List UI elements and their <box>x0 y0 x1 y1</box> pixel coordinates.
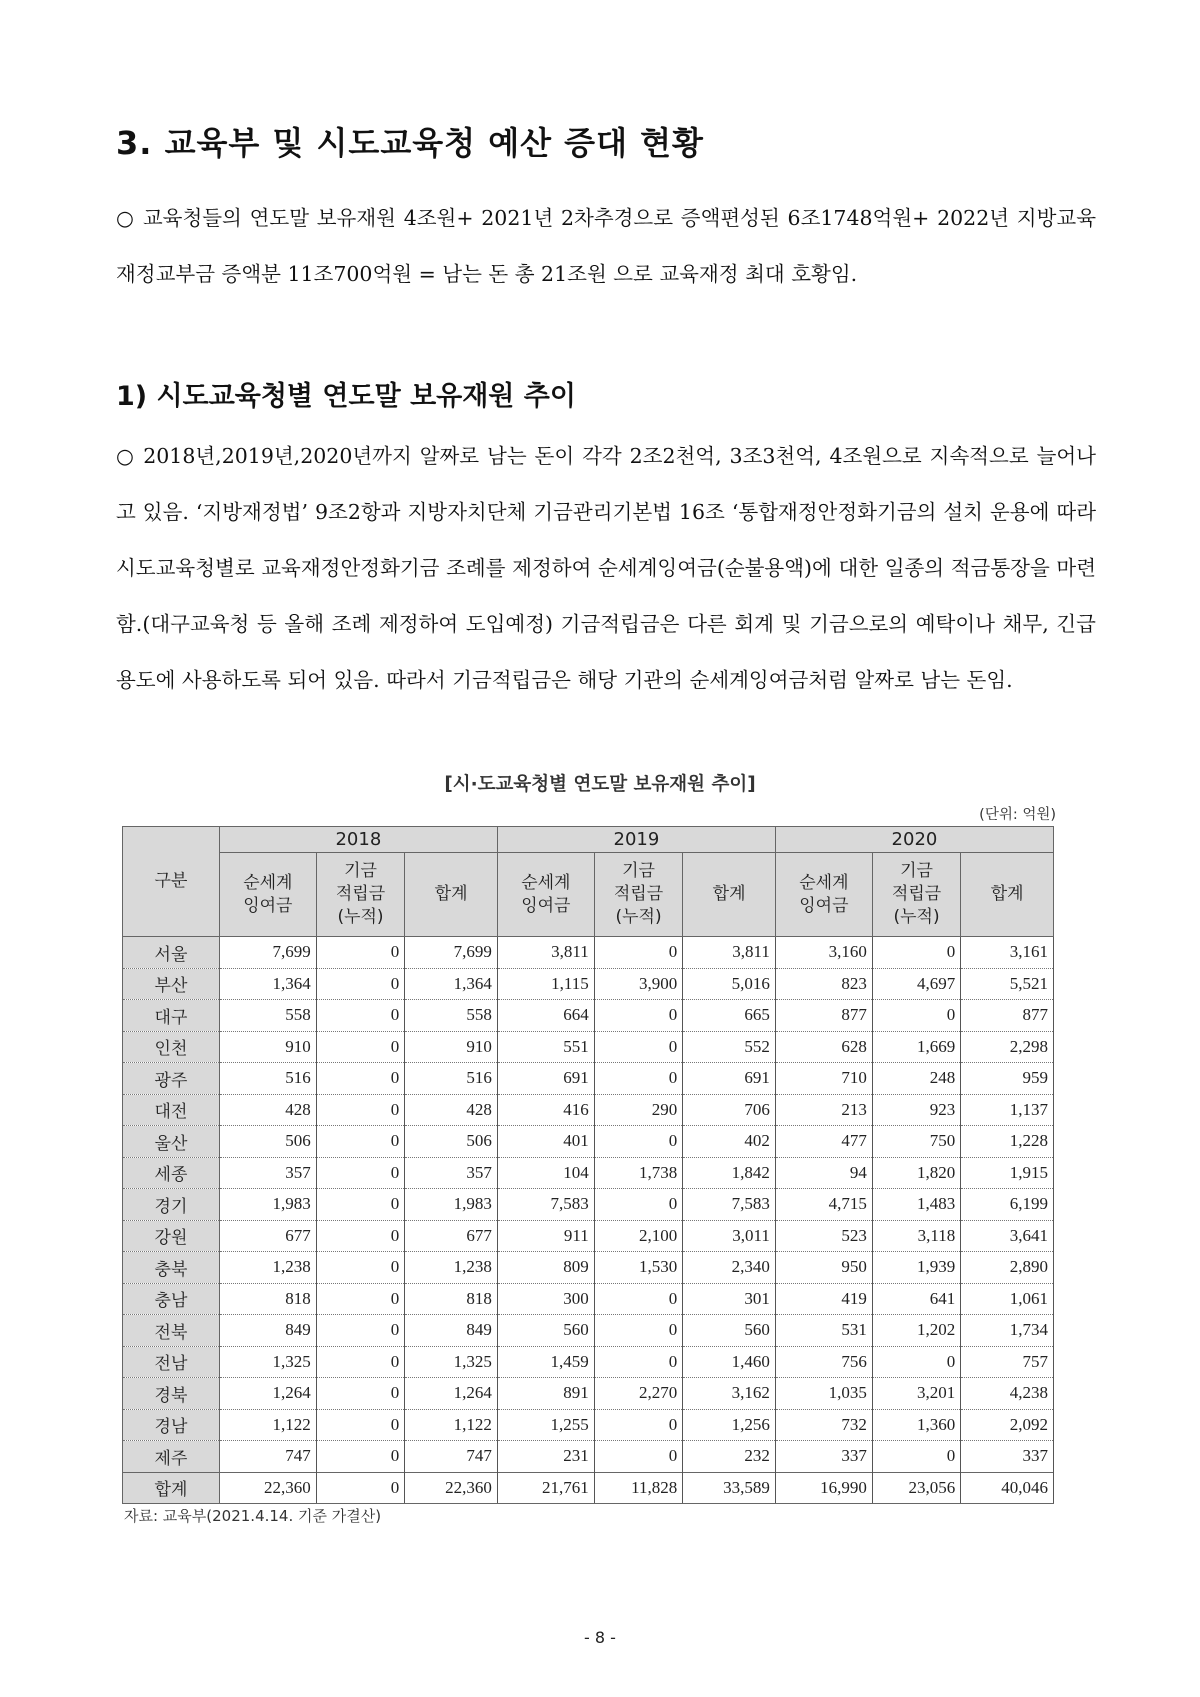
value-cell: 506 <box>405 1126 498 1158</box>
value-cell: 213 <box>775 1094 872 1126</box>
value-cell: 516 <box>219 1063 316 1095</box>
value-cell: 1,360 <box>872 1409 960 1441</box>
value-cell: 849 <box>405 1315 498 1347</box>
table-row <box>123 1126 1054 1158</box>
surplus-header <box>497 853 594 937</box>
surplus-header-line2: 잉여금 <box>521 895 571 916</box>
value-cell: 4,715 <box>775 1189 872 1221</box>
value-cell: 0 <box>594 1409 682 1441</box>
value-cell: 1,325 <box>219 1346 316 1378</box>
value-cell: 923 <box>872 1094 960 1126</box>
region-cell: 경기 <box>123 1189 220 1221</box>
value-cell: 248 <box>872 1063 960 1095</box>
value-cell: 1,122 <box>405 1409 498 1441</box>
value-cell: 1,264 <box>405 1378 498 1410</box>
value-cell: 691 <box>683 1063 776 1095</box>
value-cell: 757 <box>961 1346 1054 1378</box>
table-row <box>123 1094 1054 1126</box>
table-row <box>123 1346 1054 1378</box>
value-cell: 0 <box>316 1094 404 1126</box>
table-container <box>122 826 1054 1504</box>
table-row <box>123 1189 1054 1221</box>
value-cell: 1,122 <box>219 1409 316 1441</box>
value-cell: 22,360 <box>219 1472 316 1504</box>
region-cell: 강원 <box>123 1220 220 1252</box>
region-cell: 대구 <box>123 1000 220 1032</box>
value-cell: 231 <box>497 1441 594 1473</box>
value-cell: 641 <box>872 1283 960 1315</box>
value-cell: 0 <box>594 1283 682 1315</box>
value-cell: 0 <box>316 1283 404 1315</box>
value-cell: 1,738 <box>594 1157 682 1189</box>
value-cell: 2,092 <box>961 1409 1054 1441</box>
value-cell: 1,459 <box>497 1346 594 1378</box>
value-cell: 0 <box>316 1409 404 1441</box>
value-cell: 849 <box>219 1315 316 1347</box>
value-cell: 7,583 <box>683 1189 776 1221</box>
value-cell: 677 <box>219 1220 316 1252</box>
value-cell: 756 <box>775 1346 872 1378</box>
region-cell: 경북 <box>123 1378 220 1410</box>
fund-header <box>316 853 404 937</box>
region-cell: 서울 <box>123 937 220 969</box>
value-cell: 552 <box>683 1031 776 1063</box>
region-cell: 울산 <box>123 1126 220 1158</box>
value-cell: 419 <box>775 1283 872 1315</box>
value-cell: 1,915 <box>961 1157 1054 1189</box>
value-cell: 1,238 <box>405 1252 498 1284</box>
value-cell: 531 <box>775 1315 872 1347</box>
value-cell: 0 <box>316 1315 404 1347</box>
value-cell: 3,161 <box>961 937 1054 969</box>
value-cell: 551 <box>497 1031 594 1063</box>
value-cell: 506 <box>219 1126 316 1158</box>
value-cell: 0 <box>594 1346 682 1378</box>
value-cell: 959 <box>961 1063 1054 1095</box>
value-cell: 0 <box>594 1126 682 1158</box>
value-cell: 0 <box>594 1000 682 1032</box>
table-row <box>123 1063 1054 1095</box>
value-cell: 628 <box>775 1031 872 1063</box>
table-unit: (단위: 억원) <box>979 807 1056 823</box>
value-cell: 665 <box>683 1000 776 1032</box>
region-cell: 대전 <box>123 1094 220 1126</box>
value-cell: 3,201 <box>872 1378 960 1410</box>
table-row <box>123 1441 1054 1473</box>
value-cell: 477 <box>775 1126 872 1158</box>
value-cell: 40,046 <box>961 1472 1054 1504</box>
value-cell: 0 <box>316 968 404 1000</box>
fund-header <box>594 853 682 937</box>
paragraph-budget-summary: ○ 교육청들의 연도말 보유재원 4조원+ 2021년 2차추경으로 증액편성된 6조1748억원+ 2022년 지방교육재정교부금 증액분 11조700억원 = 남는 돈 총 21조원 으로 교육재정 최대 호황임. <box>116 206 1096 286</box>
value-cell: 16,990 <box>775 1472 872 1504</box>
value-cell: 7,699 <box>219 937 316 969</box>
value-cell: 891 <box>497 1378 594 1410</box>
value-cell: 0 <box>872 1441 960 1473</box>
table-row <box>123 1031 1054 1063</box>
value-cell: 33,589 <box>683 1472 776 1504</box>
fund-header-line1: 기금 <box>622 861 655 881</box>
value-cell: 3,118 <box>872 1220 960 1252</box>
value-cell: 428 <box>219 1094 316 1126</box>
value-cell: 691 <box>497 1063 594 1095</box>
value-cell: 1,364 <box>219 968 316 1000</box>
table-source-note: 자료: 교육부(2021.4.14. 기준 가결산) <box>124 1507 382 1525</box>
value-cell: 1,325 <box>405 1346 498 1378</box>
value-cell: 558 <box>405 1000 498 1032</box>
table-row <box>123 1472 1054 1504</box>
value-cell: 21,761 <box>497 1472 594 1504</box>
region-cell: 세종 <box>123 1157 220 1189</box>
value-cell: 1,983 <box>219 1189 316 1221</box>
value-cell: 5,521 <box>961 968 1054 1000</box>
value-cell: 1,983 <box>405 1189 498 1221</box>
fund-header-line3: (누적) <box>615 907 662 927</box>
value-cell: 11,828 <box>594 1472 682 1504</box>
value-cell: 428 <box>405 1094 498 1126</box>
region-cell: 전북 <box>123 1315 220 1347</box>
value-cell: 0 <box>872 937 960 969</box>
fund-header-line2: 적립금 <box>891 884 942 904</box>
table-row <box>123 1409 1054 1441</box>
table-row <box>123 968 1054 1000</box>
value-cell: 560 <box>683 1315 776 1347</box>
fund-header <box>872 853 960 937</box>
value-cell: 3,900 <box>594 968 682 1000</box>
table-row <box>123 1252 1054 1284</box>
table-row <box>123 1315 1054 1347</box>
value-cell: 950 <box>775 1252 872 1284</box>
year-header-2020: 2020 <box>775 827 1053 853</box>
fund-header-line3: (누적) <box>337 907 384 927</box>
sum-header: 합계 <box>405 853 498 937</box>
table-row <box>123 1378 1054 1410</box>
value-cell: 337 <box>961 1441 1054 1473</box>
value-cell: 0 <box>316 1000 404 1032</box>
paragraph-fund-trend: ○ 2018년,2019년,2020년까지 알짜로 남는 돈이 각각 2조2천억, 3조3천억, 4조원으로 지속적으로 늘어나고 있음. ‘지방재정법’ 9조2항과 지방자치단체 기금관리기본법 16조 ‘통합재정안정화기금의 설치 운용에 따라 시도교육청별로 교육재정안정화기금 조례를 제정하여 순세계잉여금(순불용액)에 대한 일종의 적금통장을 마련함.(대구교육청 등 올해 조례 제정하여 도입예정) 기금적립금은 다른 회계 및 기금으로의 예탁이나 채무, 긴급용도에 사용하도록 되어 있음. 따라서 기금적립금은 해당 기관의 순세계잉여금처럼 알짜로 남는 돈임. <box>116 444 1096 692</box>
region-cell: 충남 <box>123 1283 220 1315</box>
value-cell: 1,238 <box>219 1252 316 1284</box>
surplus-header-line1: 순세계 <box>521 872 571 893</box>
reserve-fund-table <box>122 826 1054 1504</box>
value-cell: 7,583 <box>497 1189 594 1221</box>
value-cell: 0 <box>316 1252 404 1284</box>
value-cell: 0 <box>316 1157 404 1189</box>
value-cell: 1,820 <box>872 1157 960 1189</box>
value-cell: 1,256 <box>683 1409 776 1441</box>
value-cell: 818 <box>219 1283 316 1315</box>
table-row <box>123 1157 1054 1189</box>
table-row <box>123 1000 1054 1032</box>
value-cell: 710 <box>775 1063 872 1095</box>
value-cell: 747 <box>219 1441 316 1473</box>
value-cell: 823 <box>775 968 872 1000</box>
value-cell: 0 <box>594 1315 682 1347</box>
value-cell: 0 <box>316 1063 404 1095</box>
value-cell: 1,061 <box>961 1283 1054 1315</box>
value-cell: 0 <box>594 1063 682 1095</box>
table-row <box>123 1283 1054 1315</box>
value-cell: 2,100 <box>594 1220 682 1252</box>
value-cell: 337 <box>775 1441 872 1473</box>
value-cell: 3,160 <box>775 937 872 969</box>
value-cell: 3,641 <box>961 1220 1054 1252</box>
region-header: 구분 <box>123 827 220 937</box>
value-cell: 910 <box>219 1031 316 1063</box>
surplus-header-line2: 잉여금 <box>243 895 293 916</box>
value-cell: 1,137 <box>961 1094 1054 1126</box>
value-cell: 1,264 <box>219 1378 316 1410</box>
fund-header-line3: (누적) <box>893 907 940 927</box>
region-cell: 인천 <box>123 1031 220 1063</box>
value-cell: 4,697 <box>872 968 960 1000</box>
value-cell: 357 <box>405 1157 498 1189</box>
value-cell: 104 <box>497 1157 594 1189</box>
table-caption: [시·도교육청별 연도말 보유재원 추이] <box>444 774 756 795</box>
value-cell: 402 <box>683 1126 776 1158</box>
region-cell: 전남 <box>123 1346 220 1378</box>
table-row <box>123 937 1054 969</box>
value-cell: 809 <box>497 1252 594 1284</box>
fund-header-line2: 적립금 <box>335 884 386 904</box>
value-cell: 6,199 <box>961 1189 1054 1221</box>
surplus-header <box>219 853 316 937</box>
value-cell: 3,011 <box>683 1220 776 1252</box>
value-cell: 2,270 <box>594 1378 682 1410</box>
value-cell: 1,255 <box>497 1409 594 1441</box>
page-number: - 8 - <box>584 1628 616 1647</box>
value-cell: 2,340 <box>683 1252 776 1284</box>
value-cell: 1,228 <box>961 1126 1054 1158</box>
value-cell: 0 <box>594 937 682 969</box>
subsection-heading: 1) 시도교육청별 연도말 보유재원 추이 <box>116 381 576 412</box>
value-cell: 357 <box>219 1157 316 1189</box>
value-cell: 706 <box>683 1094 776 1126</box>
value-cell: 0 <box>594 1031 682 1063</box>
value-cell: 0 <box>316 1346 404 1378</box>
value-cell: 401 <box>497 1126 594 1158</box>
value-cell: 7,699 <box>405 937 498 969</box>
value-cell: 290 <box>594 1094 682 1126</box>
value-cell: 0 <box>872 1000 960 1032</box>
value-cell: 4,238 <box>961 1378 1054 1410</box>
value-cell: 22,360 <box>405 1472 498 1504</box>
year-header-2018: 2018 <box>219 827 497 853</box>
value-cell: 0 <box>872 1346 960 1378</box>
value-cell: 1,939 <box>872 1252 960 1284</box>
value-cell: 0 <box>316 1441 404 1473</box>
value-cell: 300 <box>497 1283 594 1315</box>
value-cell: 747 <box>405 1441 498 1473</box>
value-cell: 1,734 <box>961 1315 1054 1347</box>
value-cell: 1,115 <box>497 968 594 1000</box>
section-heading: 3. 교육부 및 시도교육청 예산 증대 현황 <box>116 124 704 162</box>
sum-header: 합계 <box>961 853 1054 937</box>
value-cell: 1,669 <box>872 1031 960 1063</box>
surplus-header-line2: 잉여금 <box>799 895 849 916</box>
value-cell: 664 <box>497 1000 594 1032</box>
surplus-header-line1: 순세계 <box>243 872 293 893</box>
value-cell: 732 <box>775 1409 872 1441</box>
value-cell: 877 <box>961 1000 1054 1032</box>
sum-header: 합계 <box>683 853 776 937</box>
value-cell: 3,811 <box>683 937 776 969</box>
region-cell: 경남 <box>123 1409 220 1441</box>
value-cell: 750 <box>872 1126 960 1158</box>
table-row <box>123 1220 1054 1252</box>
region-cell: 제주 <box>123 1441 220 1473</box>
value-cell: 23,056 <box>872 1472 960 1504</box>
value-cell: 0 <box>316 1220 404 1252</box>
value-cell: 1,035 <box>775 1378 872 1410</box>
value-cell: 1,460 <box>683 1346 776 1378</box>
fund-header-line1: 기금 <box>900 861 933 881</box>
value-cell: 1,364 <box>405 968 498 1000</box>
value-cell: 0 <box>594 1441 682 1473</box>
year-header-2019: 2019 <box>497 827 775 853</box>
fund-header-line2: 적립금 <box>613 884 664 904</box>
value-cell: 523 <box>775 1220 872 1252</box>
value-cell: 1,530 <box>594 1252 682 1284</box>
value-cell: 0 <box>316 1472 404 1504</box>
value-cell: 1,483 <box>872 1189 960 1221</box>
value-cell: 301 <box>683 1283 776 1315</box>
value-cell: 3,162 <box>683 1378 776 1410</box>
value-cell: 560 <box>497 1315 594 1347</box>
value-cell: 0 <box>316 1126 404 1158</box>
region-cell: 충북 <box>123 1252 220 1284</box>
value-cell: 818 <box>405 1283 498 1315</box>
surplus-header-line1: 순세계 <box>799 872 849 893</box>
value-cell: 5,016 <box>683 968 776 1000</box>
value-cell: 0 <box>316 1378 404 1410</box>
value-cell: 0 <box>316 1031 404 1063</box>
value-cell: 516 <box>405 1063 498 1095</box>
surplus-header <box>775 853 872 937</box>
value-cell: 1,842 <box>683 1157 776 1189</box>
value-cell: 0 <box>594 1189 682 1221</box>
value-cell: 1,202 <box>872 1315 960 1347</box>
value-cell: 677 <box>405 1220 498 1252</box>
value-cell: 94 <box>775 1157 872 1189</box>
value-cell: 416 <box>497 1094 594 1126</box>
region-cell: 합계 <box>123 1472 220 1504</box>
value-cell: 911 <box>497 1220 594 1252</box>
value-cell: 910 <box>405 1031 498 1063</box>
value-cell: 3,811 <box>497 937 594 969</box>
value-cell: 558 <box>219 1000 316 1032</box>
value-cell: 2,298 <box>961 1031 1054 1063</box>
region-cell: 광주 <box>123 1063 220 1095</box>
value-cell: 877 <box>775 1000 872 1032</box>
region-cell: 부산 <box>123 968 220 1000</box>
value-cell: 2,890 <box>961 1252 1054 1284</box>
value-cell: 0 <box>316 1189 404 1221</box>
value-cell: 0 <box>316 937 404 969</box>
fund-header-line1: 기금 <box>344 861 377 881</box>
value-cell: 232 <box>683 1441 776 1473</box>
